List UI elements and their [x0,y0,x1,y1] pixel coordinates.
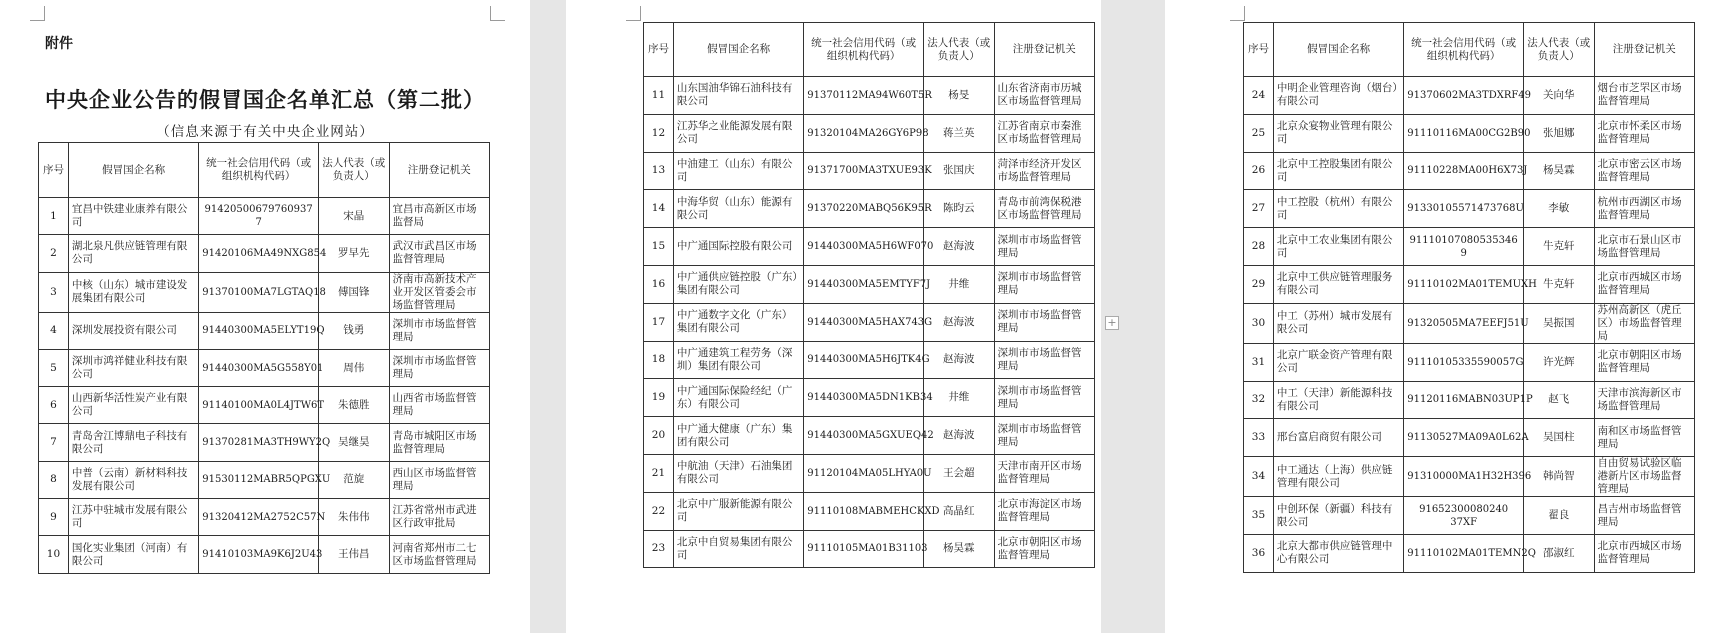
company-name: 深圳发展投资有限公司 [68,312,198,349]
company-name: 国化实业集团（河南）有限公司 [68,536,198,573]
row-number: 5 [39,349,69,386]
legal-representative: 朱伟伟 [318,499,389,536]
table-header-row [644,23,1095,77]
page-corner-mark [490,6,505,21]
table-row [39,312,490,349]
row-number: 35 [1244,497,1274,535]
registration-authority: 北京市朝阳区市场监督管理局 [1594,343,1694,381]
company-name: 北京大都市供应链管理中心有限公司 [1273,534,1403,572]
credit-code: 91440300MA5EMTYF7J [804,265,924,303]
registration-authority: 青岛市城阳区市场监督管理局 [389,424,489,461]
credit-code: 91140100MA0L4JTW6T [199,387,319,424]
row-number: 20 [644,417,674,455]
registration-authority: 北京市朝阳区市场监督管理局 [994,530,1094,568]
company-name: 北京中工控股集团有限公司 [1273,152,1403,190]
company-table-page-3 [1243,22,1695,573]
row-number: 6 [39,387,69,424]
row-number: 31 [1244,343,1274,381]
company-name: 中创环保（新疆）科技有限公司 [1273,497,1403,535]
credit-code: 91420106MA49NXG854 [199,235,319,272]
legal-representative: 牛克轩 [1523,265,1594,303]
credit-code: 91440300MA5DN1KB34 [804,379,924,417]
table-row [644,152,1095,190]
table-row [644,530,1095,568]
company-name: 北京中广服新能源有限公司 [673,492,803,530]
legal-representative: 赵海波 [923,303,994,341]
row-number: 8 [39,461,69,498]
credit-code: 91320104MA26GY6P98 [804,114,924,152]
company-name: 北京众宴物业管理有限公司 [1273,114,1403,152]
credit-code: 91110102MA01TEMN2Q [1404,534,1524,572]
legal-representative: 朱德胜 [318,387,389,424]
legal-representative: 李敏 [1523,190,1594,228]
registration-authority: 自由贸易试验区临港新片区市场监督管理局 [1594,457,1694,497]
table-row [1244,343,1695,381]
registration-authority: 江苏省常州市武进区行政审批局 [389,499,489,536]
credit-code: 91110105335590057G [1404,343,1524,381]
table-row [644,77,1095,115]
legal-representative: 吴继昊 [318,424,389,461]
credit-code: 91440300MA5ELYT19Q [199,312,319,349]
table-row [1244,381,1695,419]
table-row [644,341,1095,379]
legal-representative: 陈昀云 [923,190,994,228]
credit-code: 91110105MA01B31103 [804,530,924,568]
registration-authority: 深圳市市场监督管理局 [994,417,1094,455]
company-name: 中油建工（山东）有限公司 [673,152,803,190]
page-corner-mark [30,6,45,21]
row-number: 26 [1244,152,1274,190]
company-name: 中海华贸（山东）能源有限公司 [673,190,803,228]
row-number: 10 [39,536,69,573]
registration-authority: 烟台市芝罘区市场监督管理局 [1594,77,1694,115]
legal-representative: 张旭娜 [1523,114,1594,152]
company-name: 中航油（天津）石油集团有限公司 [673,454,803,492]
credit-code: 91110116MA00CG2B90 [1404,114,1524,152]
row-number: 2 [39,235,69,272]
table-row [644,228,1095,266]
company-name: 中广通数字文化（广东）集团有限公司 [673,303,803,341]
registration-authority: 江苏省南京市秦淮区市场监督管理局 [994,114,1094,152]
company-name: 江苏中驻城市发展有限公司 [68,499,198,536]
table-row [1244,497,1695,535]
legal-representative: 王会超 [923,454,994,492]
legal-representative: 周伟 [318,349,389,386]
row-number: 23 [644,530,674,568]
row-number: 24 [1244,77,1274,115]
company-name: 中广通供应链控股（广东）集团有限公司 [673,265,803,303]
row-number: 4 [39,312,69,349]
legal-representative: 赵海波 [923,341,994,379]
credit-code: 91330105571473768U [1404,190,1524,228]
company-name: 宜昌中铁建业康养有限公司 [68,198,198,235]
registration-authority: 深圳市市场监督管理局 [994,379,1094,417]
legal-representative: 蒋兰英 [923,114,994,152]
table-row [39,387,490,424]
page-corner-mark [1230,6,1245,21]
row-number: 9 [39,499,69,536]
credit-code: 91420500679760937​7 [199,198,319,235]
company-name: 湖北泉凡供应链管理有限公司 [68,235,198,272]
registration-authority: 武汉市武昌区市场监督管理局 [389,235,489,272]
company-name: 中工控股（杭州）有限公司 [1273,190,1403,228]
row-number: 25 [1244,114,1274,152]
company-table-page-2 [643,22,1095,568]
table-row [644,492,1095,530]
company-name: 邢台富启商贸有限公司 [1273,419,1403,457]
company-name: 中核（山东）城市建设发展集团有限公司 [68,272,198,312]
company-name: 山西新华活性炭产业有限公司 [68,387,198,424]
legal-representative: 关向华 [1523,77,1594,115]
table-row [1244,152,1695,190]
credit-code: 91110102MA01TEMUXH [1404,265,1524,303]
legal-representative: 井维 [923,265,994,303]
credit-code: 91320505MA7EEFJ51U [1404,303,1524,343]
credit-code: 91370602MA3TDXRF49 [1404,77,1524,115]
company-name: 山东国油华锦石油科技有限公司 [673,77,803,115]
registration-authority: 北京市怀柔区市场监督管理局 [1594,114,1694,152]
registration-authority: 北京市西城区市场监督管理局 [1594,265,1694,303]
legal-representative: 高晶红 [923,492,994,530]
row-number: 13 [644,152,674,190]
legal-representative: 赵飞 [1523,381,1594,419]
legal-representative: 杨昊霖 [923,530,994,568]
registration-authority: 山东省济南市历城区市场监督管理局 [994,77,1094,115]
registration-authority: 深圳市市场监督管理局 [994,341,1094,379]
column-header-name: 假冒国企名称 [1273,23,1403,77]
table-header-row [1244,23,1695,77]
registration-authority: 南和区市场监督管理局 [1594,419,1694,457]
registration-authority: 北京市石景山区市场监督管理局 [1594,228,1694,266]
table-row [39,424,490,461]
credit-code: 91410103MA9K6J2U43 [199,536,319,573]
table-row [1244,303,1695,343]
table-row [1244,114,1695,152]
attachment-label: 附件 [45,36,73,52]
table-row [644,303,1095,341]
credit-code: 91440300MA5HAX743G [804,303,924,341]
row-number: 32 [1244,381,1274,419]
company-name: 北京中工供应链管理服务有限公司 [1273,265,1403,303]
table-row [644,190,1095,228]
row-number: 19 [644,379,674,417]
table-row [1244,190,1695,228]
column-header-name: 假冒国企名称 [68,143,198,198]
row-number: 1 [39,198,69,235]
table-row [1244,265,1695,303]
table-row [1244,534,1695,572]
credit-code: 91530112MABR5QPGXU [199,461,319,498]
column-header-code: 统一社会信用代码（或组织机构代码） [1404,23,1524,77]
table-row [644,114,1095,152]
registration-authority: 苏州高新区（虎丘区）市场监督管理局 [1594,303,1694,343]
row-number: 33 [1244,419,1274,457]
credit-code: 91120116MABN03UP1P [1404,381,1524,419]
credit-code: 91440300MA5GXUEQ42 [804,417,924,455]
table-row [644,379,1095,417]
row-number: 12 [644,114,674,152]
row-number: 16 [644,265,674,303]
company-name: 中工通达（上海）供应链管理有限公司 [1273,457,1403,497]
legal-representative: 井维 [923,379,994,417]
company-name: 江苏华之业能源发展有限公司 [673,114,803,152]
company-name: 北京广联金资产管理有限公司 [1273,343,1403,381]
company-name: 北京中工农业集团有限公司 [1273,228,1403,266]
registration-authority: 天津市南开区市场监督管理局 [994,454,1094,492]
legal-representative: 张国庆 [923,152,994,190]
row-number: 27 [1244,190,1274,228]
credit-code: 91371700MA3TXUE93K [804,152,924,190]
company-name: 深圳市鸿祥健业科技有限公司 [68,349,198,386]
company-table-page-1 [38,142,490,574]
column-header-no: 序号 [39,143,69,198]
credit-code: 91440300MA5G558Y01 [199,349,319,386]
registration-authority: 深圳市市场监督管理局 [389,349,489,386]
row-number: 34 [1244,457,1274,497]
column-header-org: 注册登记机关 [389,143,489,198]
registration-authority: 山西省市场监督管理局 [389,387,489,424]
credit-code: 91370281MA3TH9WY2Q [199,424,319,461]
column-header-code: 统一社会信用代码（或组织机构代码） [804,23,924,77]
table-row [644,417,1095,455]
credit-code: 91110107080535346​9 [1404,228,1524,266]
table-row [1244,77,1695,115]
registration-authority: 宜昌市高新区市场监督局 [389,198,489,235]
legal-representative: 吴国柱 [1523,419,1594,457]
company-name: 中工（天津）新能源科技有限公司 [1273,381,1403,419]
registration-authority: 深圳市市场监督管理局 [994,303,1094,341]
column-header-rep: 法人代表（或负责人） [318,143,389,198]
table-row [39,198,490,235]
column-header-org: 注册登记机关 [1594,23,1694,77]
row-number: 30 [1244,303,1274,343]
company-name: 中广通大健康（广东）集团有限公司 [673,417,803,455]
registration-authority: 北京市密云区市场监督管理局 [1594,152,1694,190]
company-name: 中广通国际保险经纪（广东）有限公司 [673,379,803,417]
column-header-no: 序号 [644,23,674,77]
table-row [39,499,490,536]
legal-representative: 罗早先 [318,235,389,272]
legal-representative: 王伟昌 [318,536,389,573]
credit-code: 91120104MA05LHYA0U [804,454,924,492]
company-name: 中广通国际控股有限公司 [673,228,803,266]
registration-authority: 西山区市场监督管理局 [389,461,489,498]
table-header-row [39,143,490,198]
row-number: 22 [644,492,674,530]
row-number: 28 [1244,228,1274,266]
credit-code: 91370220MABQ56K95R [804,190,924,228]
legal-representative: 吴振国 [1523,303,1594,343]
row-number: 18 [644,341,674,379]
table-row [1244,419,1695,457]
row-number: 21 [644,454,674,492]
row-number: 3 [39,272,69,312]
legal-representative: 赵海波 [923,417,994,455]
registration-authority: 菏泽市经济开发区市场监督管理局 [994,152,1094,190]
add-column-handle-icon[interactable]: + [1105,316,1119,330]
credit-code: 91440300MA5H6JTK4G [804,341,924,379]
registration-authority: 深圳市市场监督管理局 [994,228,1094,266]
legal-representative: 牛克轩 [1523,228,1594,266]
credit-code: 91130527MA09A0L62A [1404,419,1524,457]
legal-representative: 杨昊霖 [1523,152,1594,190]
credit-code: 91110228MA00H6X73J [1404,152,1524,190]
legal-representative: 翟良 [1523,497,1594,535]
table-row [644,265,1095,303]
legal-representative: 傅国锋 [318,272,389,312]
page-corner-mark [626,6,641,21]
table-row [39,235,490,272]
row-number: 36 [1244,534,1274,572]
column-header-org: 注册登记机关 [994,23,1094,77]
legal-representative: 赵海波 [923,228,994,266]
credit-code: 91310000MA1H32H396 [1404,457,1524,497]
table-row [39,461,490,498]
company-name: 中工（苏州）城市发展有限公司 [1273,303,1403,343]
registration-authority: 河南省郑州市二七区市场监督管理局 [389,536,489,573]
registration-authority: 天津市滨海新区市场监督管理局 [1594,381,1694,419]
row-number: 7 [39,424,69,461]
credit-code: 91370112MA94W60T5R [804,77,924,115]
company-name: 中明企业管理咨询（烟台）有限公司 [1273,77,1403,115]
legal-representative: 韩尚智 [1523,457,1594,497]
legal-representative: 许光辉 [1523,343,1594,381]
column-header-no: 序号 [1244,23,1274,77]
table-row [1244,457,1695,497]
credit-code: 91320412MA2752C57N [199,499,319,536]
legal-representative: 邵淑红 [1523,534,1594,572]
registration-authority: 北京市海淀区市场监督管理局 [994,492,1094,530]
document-title: 中央企业公告的假冒国企名单汇总（第二批） [45,88,485,112]
row-number: 17 [644,303,674,341]
company-name: 中广通建筑工程劳务（深圳）集团有限公司 [673,341,803,379]
company-name: 中普（云南）新材料科技发展有限公司 [68,461,198,498]
row-number: 11 [644,77,674,115]
legal-representative: 范旋 [318,461,389,498]
registration-authority: 深圳市市场监督管理局 [994,265,1094,303]
column-header-code: 统一社会信用代码（或组织机构代码） [199,143,319,198]
column-header-rep: 法人代表（或负责人） [1523,23,1594,77]
table-row [1244,228,1695,266]
column-header-name: 假冒国企名称 [673,23,803,77]
legal-representative: 宋晶 [318,198,389,235]
legal-representative: 杨旻 [923,77,994,115]
credit-code: 91440300MA5H6WF070 [804,228,924,266]
company-name: 青岛舍江博鼎电子科技有限公司 [68,424,198,461]
registration-authority: 深圳市市场监督管理局 [389,312,489,349]
row-number: 15 [644,228,674,266]
credit-code: 91110108MABMEHCKXD [804,492,924,530]
registration-authority: 昌吉州市场监督管理局 [1594,497,1694,535]
table-row [39,536,490,573]
registration-authority: 北京市西城区市场监督管理局 [1594,534,1694,572]
table-row [39,272,490,312]
credit-code: 91370100MA7LGTAQ18 [199,272,319,312]
registration-authority: 青岛市前湾保税港区市场监督管理局 [994,190,1094,228]
column-header-rep: 法人代表（或负责人） [923,23,994,77]
legal-representative: 钱勇 [318,312,389,349]
row-number: 14 [644,190,674,228]
row-number: 29 [1244,265,1274,303]
credit-code: 91652300080240​37XF [1404,497,1524,535]
registration-authority: 济南市高新技术产业开发区管委会市场监督管理局 [389,272,489,312]
table-row [644,454,1095,492]
document-subtitle: （信息来源于有关中央企业网站） [156,124,374,140]
company-name: 北京中自贸易集团有限公司 [673,530,803,568]
registration-authority: 杭州市西湖区市场监督管理局 [1594,190,1694,228]
table-row [39,349,490,386]
